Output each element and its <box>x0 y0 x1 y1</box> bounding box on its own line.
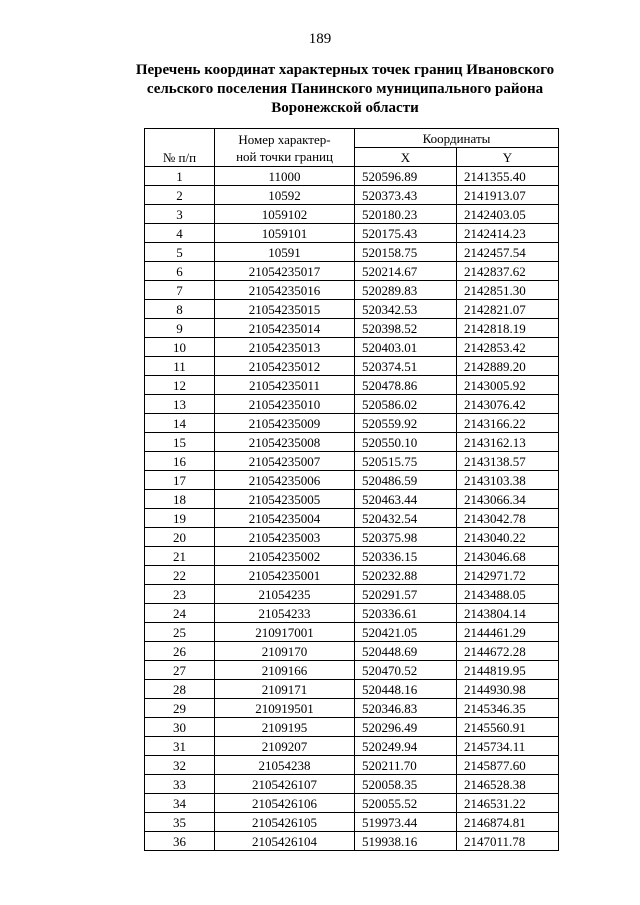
cell-number: 3 <box>145 205 215 224</box>
cell-y: 2142818.19 <box>457 319 559 338</box>
cell-number: 35 <box>145 813 215 832</box>
cell-point-id: 210917001 <box>215 623 355 642</box>
cell-number: 10 <box>145 338 215 357</box>
cell-x: 520398.52 <box>355 319 457 338</box>
cell-number: 7 <box>145 281 215 300</box>
table-row <box>145 338 559 357</box>
cell-y: 2143166.22 <box>457 414 559 433</box>
cell-y: 2145734.11 <box>457 737 559 756</box>
cell-number: 14 <box>145 414 215 433</box>
table-row <box>145 167 559 186</box>
document-title <box>110 61 580 118</box>
table-row <box>145 699 559 718</box>
cell-number: 19 <box>145 509 215 528</box>
table-row <box>145 300 559 319</box>
cell-y: 2143066.34 <box>457 490 559 509</box>
cell-number: 4 <box>145 224 215 243</box>
cell-point-id: 2109170 <box>215 642 355 661</box>
cell-point-id: 10591 <box>215 243 355 262</box>
table-row <box>145 414 559 433</box>
table-row <box>145 376 559 395</box>
cell-y: 2145346.35 <box>457 699 559 718</box>
cell-y: 2142889.20 <box>457 357 559 376</box>
cell-y: 2141355.40 <box>457 167 559 186</box>
cell-x: 520249.94 <box>355 737 457 756</box>
cell-x: 520586.02 <box>355 395 457 414</box>
cell-y: 2143488.05 <box>457 585 559 604</box>
table-row <box>145 281 559 300</box>
cell-number: 21 <box>145 547 215 566</box>
table-row <box>145 756 559 775</box>
table-row <box>145 604 559 623</box>
cell-y: 2143076.42 <box>457 395 559 414</box>
cell-point-id: 10592 <box>215 186 355 205</box>
cell-x: 520214.67 <box>355 262 457 281</box>
cell-x: 520559.92 <box>355 414 457 433</box>
column-header-x: X <box>355 148 457 167</box>
table-row <box>145 547 559 566</box>
cell-y: 2146531.22 <box>457 794 559 813</box>
cell-number: 15 <box>145 433 215 452</box>
cell-number: 12 <box>145 376 215 395</box>
table-row <box>145 832 559 851</box>
cell-point-id: 21054235016 <box>215 281 355 300</box>
cell-x: 520486.59 <box>355 471 457 490</box>
cell-number: 5 <box>145 243 215 262</box>
cell-y: 2143040.22 <box>457 528 559 547</box>
cell-point-id: 21054235017 <box>215 262 355 281</box>
cell-point-id: 2109166 <box>215 661 355 680</box>
cell-point-id: 2105426107 <box>215 775 355 794</box>
cell-y: 2142414.23 <box>457 224 559 243</box>
table-row <box>145 490 559 509</box>
table-header <box>145 129 559 167</box>
cell-number: 8 <box>145 300 215 319</box>
cell-x: 520296.49 <box>355 718 457 737</box>
cell-point-id: 2109195 <box>215 718 355 737</box>
table-row <box>145 680 559 699</box>
title-line-3: Воронежской области <box>271 100 419 116</box>
cell-number: 2 <box>145 186 215 205</box>
cell-number: 18 <box>145 490 215 509</box>
cell-number: 17 <box>145 471 215 490</box>
table-row <box>145 471 559 490</box>
table-row <box>145 452 559 471</box>
cell-y: 2142853.42 <box>457 338 559 357</box>
cell-x: 520448.69 <box>355 642 457 661</box>
cell-y: 2146528.38 <box>457 775 559 794</box>
cell-y: 2141913.07 <box>457 186 559 205</box>
cell-number: 34 <box>145 794 215 813</box>
cell-y: 2142837.62 <box>457 262 559 281</box>
cell-x: 520211.70 <box>355 756 457 775</box>
table-row <box>145 395 559 414</box>
cell-y: 2142821.07 <box>457 300 559 319</box>
table-row <box>145 433 559 452</box>
cell-point-id: 21054235 <box>215 585 355 604</box>
cell-x: 520478.86 <box>355 376 457 395</box>
cell-x: 520375.98 <box>355 528 457 547</box>
cell-number: 33 <box>145 775 215 794</box>
cell-point-id: 21054235003 <box>215 528 355 547</box>
table-row <box>145 528 559 547</box>
table-row <box>145 775 559 794</box>
cell-point-id: 21054235001 <box>215 566 355 585</box>
cell-point-id: 2109171 <box>215 680 355 699</box>
cell-y: 2142403.05 <box>457 205 559 224</box>
cell-x: 520180.23 <box>355 205 457 224</box>
header-row-1 <box>145 129 559 148</box>
cell-number: 26 <box>145 642 215 661</box>
cell-y: 2144819.95 <box>457 661 559 680</box>
cell-number: 11 <box>145 357 215 376</box>
cell-y: 2145877.60 <box>457 756 559 775</box>
cell-y: 2145560.91 <box>457 718 559 737</box>
table-row <box>145 262 559 281</box>
cell-number: 31 <box>145 737 215 756</box>
table-row <box>145 585 559 604</box>
cell-number: 13 <box>145 395 215 414</box>
cell-x: 520336.15 <box>355 547 457 566</box>
cell-x: 520463.44 <box>355 490 457 509</box>
column-header-point-line-1: Номер характер- <box>238 131 331 147</box>
cell-number: 25 <box>145 623 215 642</box>
cell-number: 32 <box>145 756 215 775</box>
cell-point-id: 1059101 <box>215 224 355 243</box>
table-row <box>145 357 559 376</box>
cell-point-id: 2105426106 <box>215 794 355 813</box>
cell-point-id: 21054235008 <box>215 433 355 452</box>
table-row <box>145 224 559 243</box>
table-row <box>145 737 559 756</box>
cell-point-id: 21054235006 <box>215 471 355 490</box>
table-body <box>145 167 559 851</box>
cell-x: 520432.54 <box>355 509 457 528</box>
cell-x: 520175.43 <box>355 224 457 243</box>
cell-point-id: 21054235009 <box>215 414 355 433</box>
cell-point-id: 21054235002 <box>215 547 355 566</box>
cell-number: 22 <box>145 566 215 585</box>
cell-number: 27 <box>145 661 215 680</box>
cell-y: 2143042.78 <box>457 509 559 528</box>
cell-number: 24 <box>145 604 215 623</box>
column-header-point-line-2: ной точки границ <box>236 148 333 164</box>
cell-x: 519973.44 <box>355 813 457 832</box>
cell-y: 2143138.57 <box>457 452 559 471</box>
cell-point-id: 1059102 <box>215 205 355 224</box>
cell-point-id: 21054235011 <box>215 376 355 395</box>
table-row <box>145 243 559 262</box>
cell-point-id: 21054235004 <box>215 509 355 528</box>
coordinates-table <box>144 128 559 851</box>
cell-point-id: 21054233 <box>215 604 355 623</box>
title-line-1: Перечень координат характерных точек границ Ивановского <box>135 62 555 78</box>
cell-x: 520550.10 <box>355 433 457 452</box>
cell-x: 520448.16 <box>355 680 457 699</box>
table-row <box>145 623 559 642</box>
cell-number: 9 <box>145 319 215 338</box>
cell-x: 520596.89 <box>355 167 457 186</box>
table-row <box>145 566 559 585</box>
cell-number: 23 <box>145 585 215 604</box>
column-header-y: Y <box>457 148 559 167</box>
cell-y: 2143804.14 <box>457 604 559 623</box>
cell-x: 520403.01 <box>355 338 457 357</box>
table-row <box>145 642 559 661</box>
cell-y: 2147011.78 <box>457 832 559 851</box>
cell-y: 2144930.98 <box>457 680 559 699</box>
cell-x: 520158.75 <box>355 243 457 262</box>
cell-y: 2144672.28 <box>457 642 559 661</box>
table-row <box>145 718 559 737</box>
cell-point-id: 21054235012 <box>215 357 355 376</box>
table-row <box>145 186 559 205</box>
cell-point-id: 2105426105 <box>215 813 355 832</box>
cell-x: 520342.53 <box>355 300 457 319</box>
cell-y: 2143103.38 <box>457 471 559 490</box>
table-row <box>145 794 559 813</box>
cell-point-id: 210919501 <box>215 699 355 718</box>
table-row <box>145 205 559 224</box>
cell-point-id: 21054235014 <box>215 319 355 338</box>
cell-y: 2143046.68 <box>457 547 559 566</box>
cell-x: 520373.43 <box>355 186 457 205</box>
cell-y: 2146874.81 <box>457 813 559 832</box>
cell-y: 2142971.72 <box>457 566 559 585</box>
cell-x: 519938.16 <box>355 832 457 851</box>
cell-point-id: 21054235005 <box>215 490 355 509</box>
table-row <box>145 661 559 680</box>
page-number: 189 <box>308 31 332 47</box>
cell-number: 36 <box>145 832 215 851</box>
cell-x: 520291.57 <box>355 585 457 604</box>
cell-x: 520289.83 <box>355 281 457 300</box>
cell-y: 2143005.92 <box>457 376 559 395</box>
cell-number: 28 <box>145 680 215 699</box>
cell-point-id: 21054238 <box>215 756 355 775</box>
title-line-2: сельского поселения Панинского муниципального района <box>146 81 544 97</box>
cell-point-id: 11000 <box>215 167 355 186</box>
cell-x: 520346.83 <box>355 699 457 718</box>
cell-point-id: 21054235013 <box>215 338 355 357</box>
cell-x: 520055.52 <box>355 794 457 813</box>
cell-number: 16 <box>145 452 215 471</box>
cell-x: 520058.35 <box>355 775 457 794</box>
cell-y: 2142851.30 <box>457 281 559 300</box>
cell-x: 520374.51 <box>355 357 457 376</box>
cell-point-id: 21054235010 <box>215 395 355 414</box>
cell-x: 520515.75 <box>355 452 457 471</box>
cell-number: 1 <box>145 167 215 186</box>
cell-number: 6 <box>145 262 215 281</box>
cell-x: 520336.61 <box>355 604 457 623</box>
cell-y: 2142457.54 <box>457 243 559 262</box>
column-header-point <box>215 129 355 167</box>
table-row <box>145 509 559 528</box>
cell-number: 30 <box>145 718 215 737</box>
cell-number: 20 <box>145 528 215 547</box>
cell-point-id: 2109207 <box>215 737 355 756</box>
table-row <box>145 813 559 832</box>
table-row <box>145 319 559 338</box>
cell-number: 29 <box>145 699 215 718</box>
cell-y: 2143162.13 <box>457 433 559 452</box>
cell-y: 2144461.29 <box>457 623 559 642</box>
cell-point-id: 2105426104 <box>215 832 355 851</box>
column-header-number: № п/п <box>145 129 215 167</box>
column-header-coordinates: Координаты <box>355 129 559 148</box>
cell-x: 520232.88 <box>355 566 457 585</box>
cell-point-id: 21054235007 <box>215 452 355 471</box>
cell-x: 520470.52 <box>355 661 457 680</box>
cell-x: 520421.05 <box>355 623 457 642</box>
cell-point-id: 21054235015 <box>215 300 355 319</box>
